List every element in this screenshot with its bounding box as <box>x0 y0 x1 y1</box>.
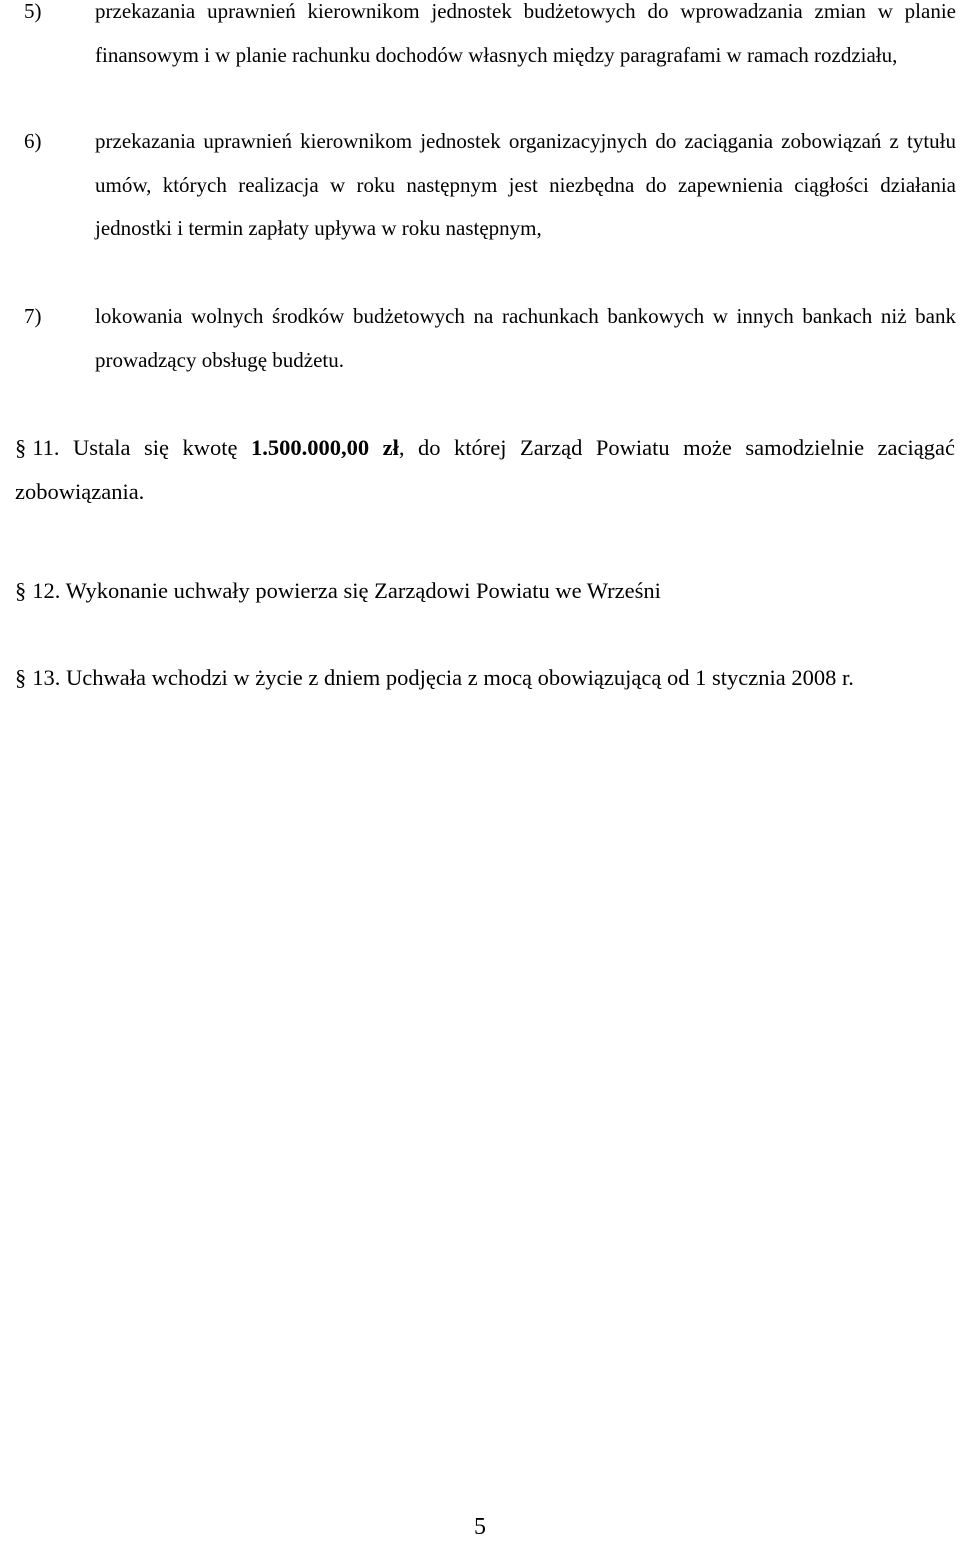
list-item-number: 5) <box>24 0 42 23</box>
section-symbol: § <box>15 578 27 603</box>
section-number: 12. <box>32 578 61 603</box>
section-13 <box>15 656 955 700</box>
list-item-text: przekazania uprawnień kierownikom jednostek organizacyjnych do zaciągania zobowiązań z tytułu umów, których realizacja w roku następnym jest niezbędna do zapewnienia ciągłości działania jednostki i termin zapłaty upływa w roku następnym, <box>95 129 956 240</box>
list-item-text: lokowania wolnych środków budżetowych na rachunkach bankowych w innych bankach niż bank prowadzący obsługę budżetu. <box>95 304 956 372</box>
list-item-7 <box>24 295 956 382</box>
section-text: Uchwała wchodzi w życie z dniem podjęcia z mocą obowiązującą od 1 stycznia 2008 r. <box>66 665 854 690</box>
list-item-text: przekazania uprawnień kierownikom jednostek budżetowych do wprowadzania zmian w planie finansowym i w planie rachunku dochodów własnych między paragrafami w ramach rozdziału, <box>95 0 956 67</box>
section-text: Wykonanie uchwały powierza się Zarządowi Powiatu we Wrześni <box>65 578 661 603</box>
section-text-after: , do której Zarząd Powiatu może samodzielnie zaciągać zobowiązania. <box>15 435 955 504</box>
section-number: 11. <box>32 435 60 460</box>
list-item-number: 7) <box>24 304 42 328</box>
list-item-number: 6) <box>24 129 42 153</box>
section-symbol: § <box>15 665 27 690</box>
list-item-5 <box>24 0 956 77</box>
section-text-before: Ustala się kwotę <box>73 435 238 460</box>
page-number: 5 <box>474 1514 486 1540</box>
amount-value: 1.500.000,00 zł <box>251 435 399 460</box>
section-11 <box>15 426 955 514</box>
list-item-6 <box>24 120 956 251</box>
section-number: 13. <box>32 665 61 690</box>
section-12 <box>15 569 955 613</box>
section-symbol: § <box>15 435 27 460</box>
